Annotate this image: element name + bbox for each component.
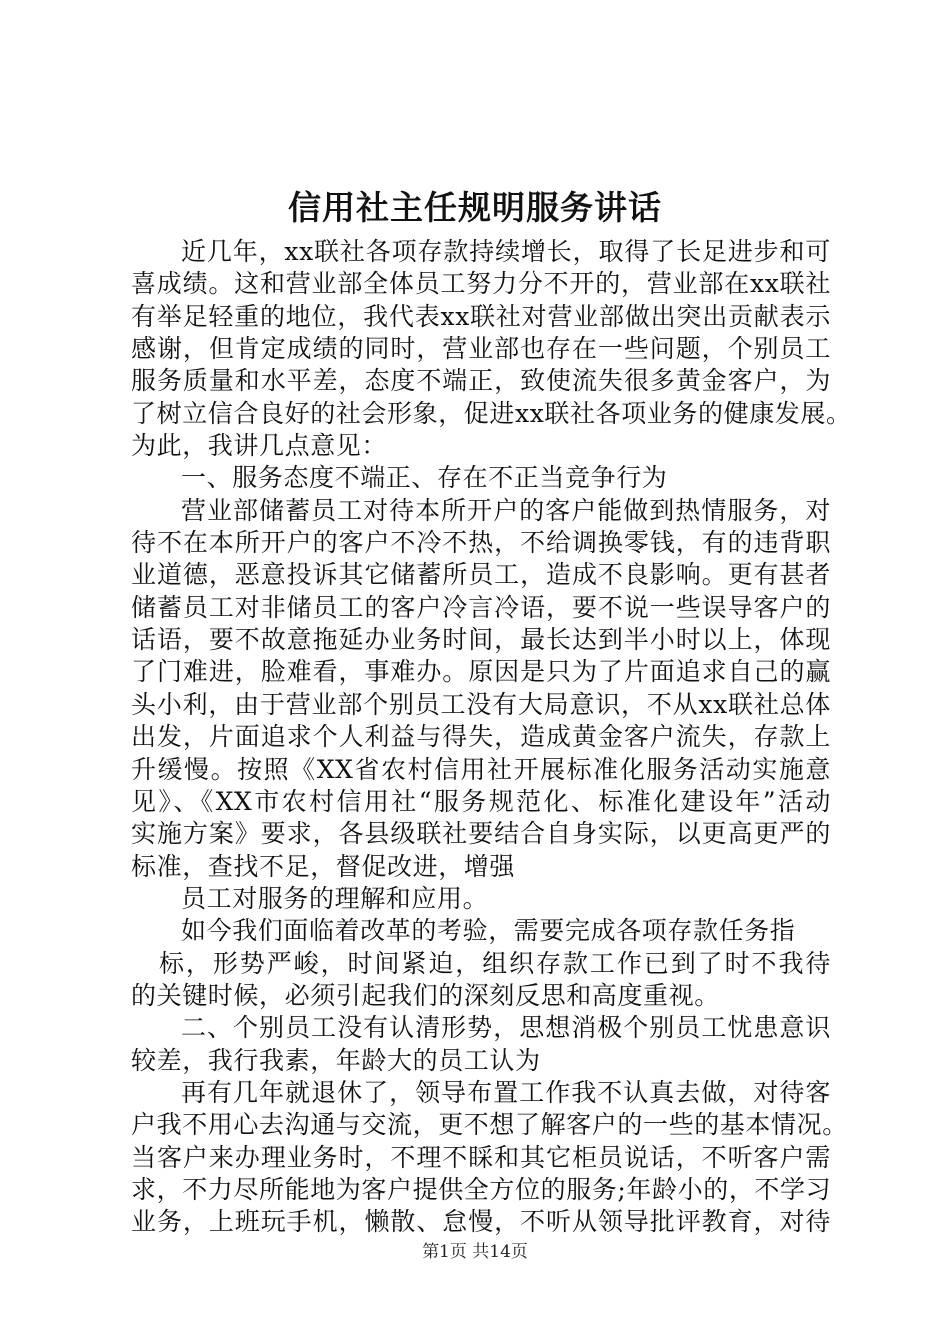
text-line: 营业部储蓄员工对待本所开户的客户能做到热情服务，对 xyxy=(181,495,831,525)
text-line: 业务，上班玩手机，懒散、怠慢，不听从领导批评教育，对待 xyxy=(131,1207,831,1237)
text-line: 实施方案》要求，各县级联社要结合自身实际，以更高更严的 xyxy=(131,819,831,849)
section-heading: 一、服务态度不端正、存在不正当竞争行为 xyxy=(181,463,668,493)
text-line: 升缓慢。按照《XX省农村信用社开展标准化服务活动实施意 xyxy=(131,754,831,784)
text-line: 了树立信合良好的社会形象，促进xx联社各项业务的健康发展。 xyxy=(131,398,852,428)
document-body xyxy=(131,236,852,1239)
text-line: 的关键时候，必须引起我们的深刻反思和高度重视。 xyxy=(131,980,720,1010)
text-line: 较差，我行我素，年龄大的员工认为 xyxy=(131,1045,541,1075)
text-line: 求，不力尽所能地为客户提供全方位的服务;年龄小的，不学习 xyxy=(131,1174,832,1204)
text-line: 业道德，恶意投诉其它储蓄所员工，造成不良影响。更有甚者 xyxy=(131,560,831,590)
text-line: 户我不用心去沟通与交流，更不想了解客户的一些的基本情况。 xyxy=(131,1110,848,1140)
page-footer: 第1页 共14页 xyxy=(422,1242,528,1262)
text-line: 服务质量和水平差，态度不端正，致使流失很多黄金客户，为 xyxy=(131,366,831,396)
text-line: 了门难进，脸难看，事难办。原因是只为了片面追求自己的赢 xyxy=(131,657,831,687)
text-line: 标准，查找不足，督促改进，增强 xyxy=(131,851,516,881)
text-line: 待不在本所开户的客户不冷不热，不给调换零钱，有的违背职 xyxy=(131,528,831,558)
text-line: 当客户来办理业务时，不理不睬和其它柜员说话，不听客户需 xyxy=(131,1142,831,1172)
text-line: 如今我们面临着改革的考验，需要完成各项存款任务指 xyxy=(181,916,796,946)
text-line: 见》、《XX市农村信用社“服务规范化、标准化建设年”活动 xyxy=(131,786,831,816)
text-line: 再有几年就退休了，领导布置工作我不认真去做，对待客 xyxy=(181,1077,831,1107)
text-line: 近几年，xx联社各项存款持续增长，取得了长足进步和可 xyxy=(181,237,831,266)
text-line: 有举足轻重的地位，我代表xx联社对营业部做出突出贡献表示 xyxy=(131,301,831,331)
section-heading: 二、个别员工没有认清形势，思想消极个别员工忧患意识 xyxy=(181,1013,831,1043)
text-line: 出发，片面追求个人利益与得失，造成黄金客户流失，存款上 xyxy=(131,722,831,752)
text-line: 员工对服务的理解和应用。 xyxy=(181,883,489,913)
page-title: 信用社主任规明服务讲话 xyxy=(288,188,662,227)
text-line: 话语，要不故意拖延办业务时间，最长达到半小时以上，体现 xyxy=(131,625,831,655)
text-line: 头小利，由于营业部个别员工没有大局意识，不从xx联社总体 xyxy=(131,689,831,719)
text-line: 为此，我讲几点意见： xyxy=(131,431,388,461)
text-line: 感谢，但肯定成绩的同时，营业部也存在一些问题，个别员工 xyxy=(131,334,831,364)
text-line: 储蓄员工对非储员工的客户冷言冷语，要不说一些误导客户的 xyxy=(131,592,831,622)
text-line: 喜成绩。这和营业部全体员工努力分不开的，营业部在xx联社 xyxy=(131,269,831,299)
text-line: 标，形势严峻，时间紧迫，组织存款工作已到了时不我待 xyxy=(159,948,831,978)
